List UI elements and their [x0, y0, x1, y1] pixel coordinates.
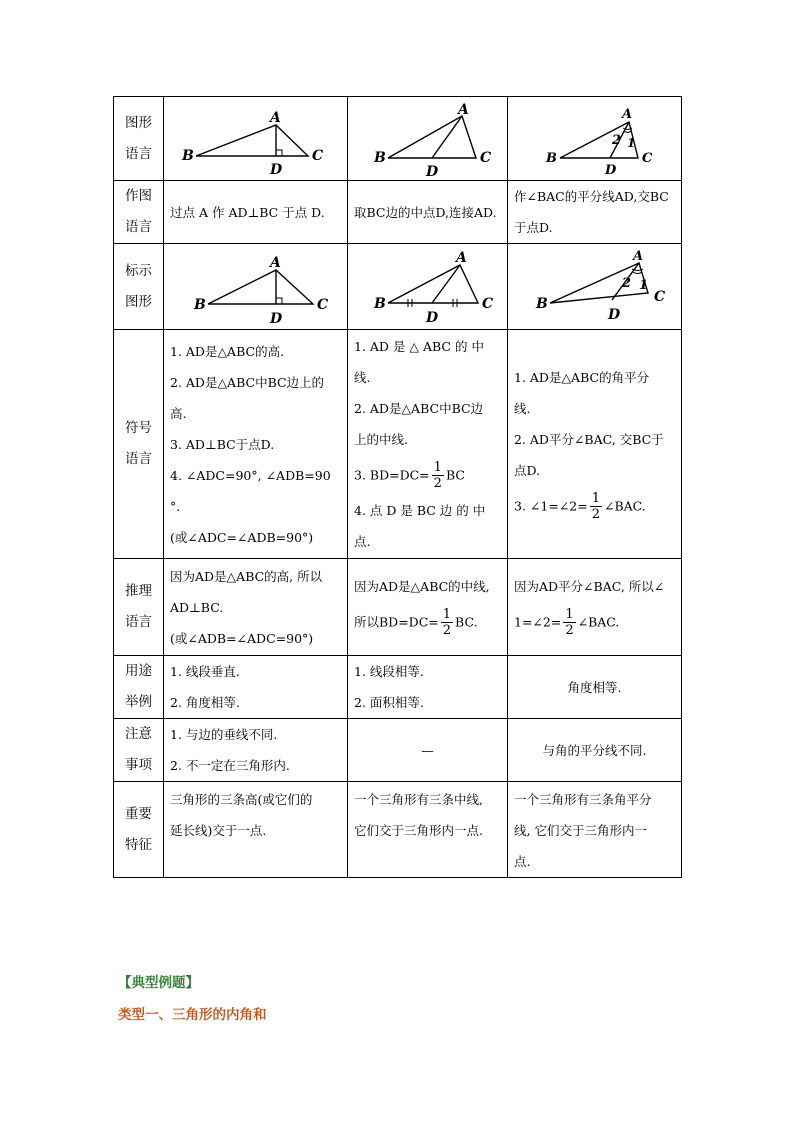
notes-bisector: 与角的平分线不同.	[508, 719, 682, 782]
row-label: 图形 语言	[114, 97, 164, 181]
label-B: B	[194, 296, 206, 313]
features-bisector: 一个三角形有三条角平分 线, 它们交于三角形内一 点.	[508, 782, 682, 878]
row-usage-examples	[114, 656, 682, 719]
row-label: 重要 特征	[114, 782, 164, 878]
label-D: D	[426, 309, 439, 326]
label-A: A	[458, 101, 469, 118]
figure-altitude	[164, 97, 348, 181]
label-A: A	[456, 249, 467, 266]
label-C: C	[654, 288, 666, 305]
label-D: D	[608, 306, 621, 323]
label-A: A	[622, 106, 633, 122]
label-angle-2: 2	[622, 275, 632, 291]
usage-altitude: 1. 线段垂直. 2. 角度相等.	[164, 656, 348, 719]
marked-median	[348, 244, 508, 330]
triangle-median-figure	[354, 98, 514, 180]
label-B: B	[374, 149, 386, 166]
label-D: D	[270, 161, 283, 178]
label-B: B	[374, 295, 386, 312]
properties-table	[113, 96, 682, 878]
features-altitude: 三角形的三条高(或它们的 延长线)交于一点.	[164, 782, 348, 878]
row-label: 用途 举例	[114, 656, 164, 719]
label-B: B	[182, 147, 194, 164]
row-key-features	[114, 782, 682, 878]
label-B: B	[546, 150, 557, 166]
label-B: B	[536, 295, 548, 312]
figure-bisector	[508, 97, 682, 181]
label-D: D	[270, 310, 283, 327]
reasoning-median: 因为AD是△ABC的中线, 所以BD=DC= $\frac{1}{2}$ BC.	[348, 559, 508, 656]
label-C: C	[480, 149, 492, 166]
notes-median: —	[348, 719, 508, 782]
construction-bisector: 作∠BAC的平分线AD,交BC 于点D.	[508, 181, 682, 244]
row-label: 标示 图形	[114, 244, 164, 330]
label-A: A	[270, 254, 281, 271]
marked-bisector-figure	[514, 245, 688, 329]
row-symbolic-language	[114, 330, 682, 559]
marked-median-figure	[354, 245, 514, 329]
symbolic-median: 1. AD 是 △ ABC 的 中 线. 2. AD是△ABC中BC边 上的中线. 3. BD=DC= $\frac{1}{2}$ BC 4. 点 D 是 BC 边 的 中 点.	[348, 330, 508, 559]
label-C: C	[482, 295, 494, 312]
label-angle-2: 2	[612, 132, 622, 148]
symbolic-altitude: 1. AD是△ABC的高. 2. AD是△ABC中BC边上的 高. 3. AD⊥BC于点D. 4. ∠ADC=90°, ∠ADB=90 °. (或∠ADC=∠ADB=90°)	[164, 330, 348, 559]
row-reasoning-language	[114, 559, 682, 656]
triangle-altitude-figure	[170, 98, 354, 180]
label-angle-1: 1	[639, 277, 649, 293]
construction-median: 取BC边的中点D,连接AD.	[348, 181, 508, 244]
triangle-bisector-figure	[514, 98, 688, 180]
row-figure-language	[114, 97, 682, 181]
figure-median	[348, 97, 508, 181]
label-angle-1: 1	[627, 135, 636, 150]
reasoning-altitude: 因为AD是△ABC的高, 所以 AD⊥BC. (或∠ADB=∠ADC=90°)	[164, 559, 348, 656]
fraction-half: $\frac{1}{2}$	[565, 607, 574, 639]
row-marked-figure	[114, 244, 682, 330]
reasoning-bisector: 因为AD平分∠BAC, 所以∠ 1=∠2= $\frac{1}{2}$ ∠BAC.	[508, 559, 682, 656]
label-C: C	[642, 150, 653, 166]
fraction-half: $\frac{1}{2}$	[442, 607, 452, 639]
label-A: A	[270, 109, 281, 126]
section-heading: 【典型例题】	[118, 975, 199, 991]
section-type-title: 类型一、三角形的内角和	[118, 1007, 267, 1023]
label-D: D	[605, 162, 617, 178]
row-label: 符号 语言	[114, 330, 164, 559]
marked-bisector	[508, 244, 682, 330]
marked-altitude-figure	[170, 245, 354, 329]
symbolic-bisector: 1. AD是△ABC的角平分 线. 2. AD平分∠BAC, 交BC于 点D. 3. ∠1=∠2= $\frac{1}{2}$ ∠BAC.	[508, 330, 682, 559]
label-D: D	[426, 163, 439, 180]
row-notes	[114, 719, 682, 782]
row-construction-language	[114, 181, 682, 244]
label-C: C	[312, 147, 324, 164]
label-A: A	[633, 248, 644, 264]
features-median: 一个三角形有三条中线, 它们交于三角形内一点.	[348, 782, 508, 878]
row-label: 注意 事项	[114, 719, 164, 782]
row-label: 作图 语言	[114, 181, 164, 244]
usage-median: 1. 线段相等. 2. 面积相等.	[348, 656, 508, 719]
fraction-half: $\frac{1}{2}$	[433, 459, 442, 491]
marked-altitude	[164, 244, 348, 330]
fraction-half: $\frac{1}{2}$	[591, 490, 600, 522]
label-C: C	[317, 296, 329, 313]
notes-altitude: 1. 与边的垂线不同. 2. 不一定在三角形内.	[164, 719, 348, 782]
construction-altitude: 过点 A 作 AD⊥BC 于点 D.	[164, 181, 348, 244]
usage-bisector: 角度相等.	[508, 656, 682, 719]
row-label: 推理 语言	[114, 559, 164, 656]
